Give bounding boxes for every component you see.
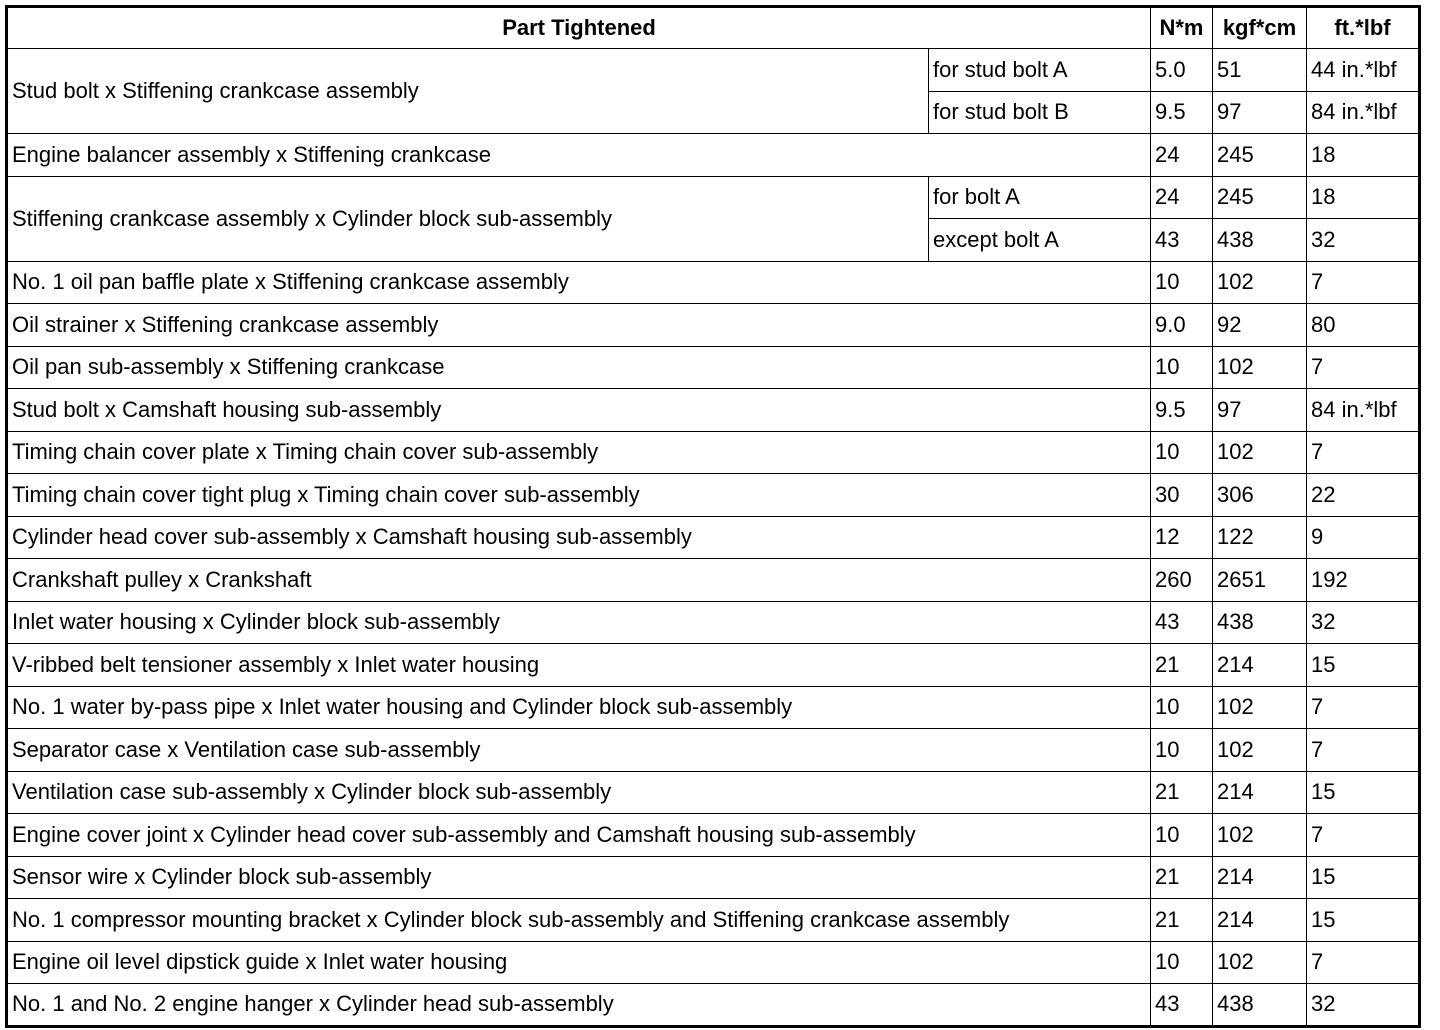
kgf-cell: 214 [1213,771,1307,814]
part-cell: Engine cover joint x Cylinder head cover sub-assembly and Camshaft housing sub-assembly [7,814,1151,857]
kgf-cell: 214 [1213,899,1307,942]
kgf-cell: 306 [1213,474,1307,517]
nm-cell: 43 [1151,601,1213,644]
nm-cell: 9.5 [1151,389,1213,432]
nm-cell: 21 [1151,644,1213,687]
ft-cell: 7 [1307,346,1420,389]
nm-cell: 21 [1151,771,1213,814]
nm-cell: 12 [1151,516,1213,559]
table-row [7,261,1420,304]
nm-cell: 10 [1151,431,1213,474]
nm-cell: 10 [1151,261,1213,304]
sub-condition-cell: for bolt A [929,176,1151,219]
table-row [7,431,1420,474]
ft-cell: 7 [1307,814,1420,857]
table-row [7,474,1420,517]
table-row [7,856,1420,899]
sub-condition-cell: for stud bolt A [929,49,1151,92]
kgf-cell: 102 [1213,346,1307,389]
part-cell: No. 1 water by-pass pipe x Inlet water housing and Cylinder block sub-assembly [7,686,1151,729]
ft-cell: 32 [1307,219,1420,262]
sub-condition-cell: for stud bolt B [929,91,1151,134]
kgf-cell: 51 [1213,49,1307,92]
table-row [7,304,1420,347]
ft-cell: 7 [1307,941,1420,984]
ft-cell: 32 [1307,601,1420,644]
kgf-cell: 214 [1213,856,1307,899]
nm-cell: 24 [1151,134,1213,177]
part-cell: Inlet water housing x Cylinder block sub-assembly [7,601,1151,644]
part-cell: Stud bolt x Camshaft housing sub-assembly [7,389,1151,432]
nm-cell: 43 [1151,984,1213,1027]
part-cell: Crankshaft pulley x Crankshaft [7,559,1151,602]
kgf-cell: 102 [1213,729,1307,772]
nm-cell: 10 [1151,346,1213,389]
part-cell: Timing chain cover plate x Timing chain cover sub-assembly [7,431,1151,474]
kgf-cell: 102 [1213,814,1307,857]
part-cell: Sensor wire x Cylinder block sub-assembly [7,856,1151,899]
nm-cell: 5.0 [1151,49,1213,92]
kgf-cell: 102 [1213,431,1307,474]
ft-cell: 18 [1307,176,1420,219]
part-cell: Oil pan sub-assembly x Stiffening crankcase [7,346,1151,389]
kgf-cell: 122 [1213,516,1307,559]
kgf-cell: 438 [1213,984,1307,1027]
kgf-cell: 2651 [1213,559,1307,602]
kgf-cell: 102 [1213,941,1307,984]
table-row [7,559,1420,602]
part-cell: Stud bolt x Stiffening crankcase assembly [7,49,929,134]
table-row [7,814,1420,857]
part-cell: Ventilation case sub-assembly x Cylinder block sub-assembly [7,771,1151,814]
part-cell: Timing chain cover tight plug x Timing chain cover sub-assembly [7,474,1151,517]
header-part-tightened: Part Tightened [7,7,1151,49]
ft-cell: 15 [1307,644,1420,687]
part-cell: V-ribbed belt tensioner assembly x Inlet water housing [7,644,1151,687]
kgf-cell: 245 [1213,134,1307,177]
nm-cell: 30 [1151,474,1213,517]
part-cell: Engine balancer assembly x Stiffening crankcase [7,134,1151,177]
nm-cell: 10 [1151,686,1213,729]
header-nm: N*m [1151,7,1213,49]
ft-cell: 192 [1307,559,1420,602]
table-row [7,729,1420,772]
kgf-cell: 92 [1213,304,1307,347]
nm-cell: 9.5 [1151,91,1213,134]
part-cell: Separator case x Ventilation case sub-assembly [7,729,1151,772]
table-row [7,899,1420,942]
header-ft-lbf: ft.*lbf [1307,7,1420,49]
kgf-cell: 102 [1213,686,1307,729]
nm-cell: 10 [1151,729,1213,772]
nm-cell: 21 [1151,856,1213,899]
part-cell: No. 1 and No. 2 engine hanger x Cylinder head sub-assembly [7,984,1151,1027]
part-cell: No. 1 oil pan baffle plate x Stiffening crankcase assembly [7,261,1151,304]
torque-spec-table [5,5,1421,1028]
table-row [7,346,1420,389]
table-row [7,516,1420,559]
ft-cell: 44 in.*lbf [1307,49,1420,92]
table-row [7,984,1420,1027]
ft-cell: 32 [1307,984,1420,1027]
table-row [7,686,1420,729]
kgf-cell: 438 [1213,219,1307,262]
kgf-cell: 214 [1213,644,1307,687]
table-row [7,941,1420,984]
nm-cell: 260 [1151,559,1213,602]
nm-cell: 9.0 [1151,304,1213,347]
ft-cell: 7 [1307,729,1420,772]
ft-cell: 18 [1307,134,1420,177]
ft-cell: 9 [1307,516,1420,559]
part-cell: Oil strainer x Stiffening crankcase assembly [7,304,1151,347]
table-row [7,644,1420,687]
part-cell: No. 1 compressor mounting bracket x Cylinder block sub-assembly and Stiffening crankcase assembly [7,899,1151,942]
kgf-cell: 438 [1213,601,1307,644]
kgf-cell: 97 [1213,91,1307,134]
table-header-row [7,7,1420,49]
ft-cell: 22 [1307,474,1420,517]
ft-cell: 15 [1307,771,1420,814]
kgf-cell: 97 [1213,389,1307,432]
nm-cell: 43 [1151,219,1213,262]
part-cell: Cylinder head cover sub-assembly x Camshaft housing sub-assembly [7,516,1151,559]
table-row [7,389,1420,432]
simple-rows-body [7,261,1420,1026]
ft-cell: 84 in.*lbf [1307,389,1420,432]
part-cell: Engine oil level dipstick guide x Inlet water housing [7,941,1151,984]
nm-cell: 10 [1151,814,1213,857]
kgf-cell: 102 [1213,261,1307,304]
ft-cell: 7 [1307,431,1420,474]
ft-cell: 80 [1307,304,1420,347]
table-row [7,134,1420,177]
kgf-cell: 245 [1213,176,1307,219]
nm-cell: 24 [1151,176,1213,219]
header-kgf-cm: kgf*cm [1213,7,1307,49]
table-row [7,49,1420,92]
ft-cell: 7 [1307,261,1420,304]
ft-cell: 7 [1307,686,1420,729]
ft-cell: 84 in.*lbf [1307,91,1420,134]
ft-cell: 15 [1307,856,1420,899]
nm-cell: 10 [1151,941,1213,984]
table-row [7,771,1420,814]
part-cell: Stiffening crankcase assembly x Cylinder block sub-assembly [7,176,929,261]
ft-cell: 15 [1307,899,1420,942]
nm-cell: 21 [1151,899,1213,942]
table-row [7,601,1420,644]
table-row [7,176,1420,219]
sub-condition-cell: except bolt A [929,219,1151,262]
